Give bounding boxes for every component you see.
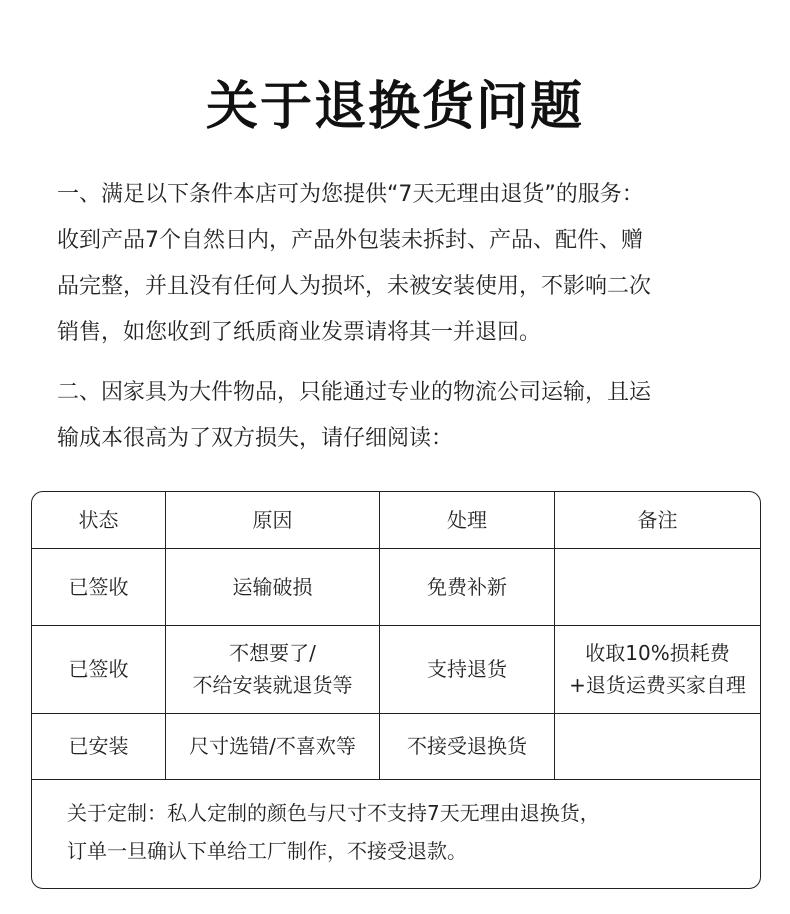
cell-handling: 免费补新 bbox=[380, 548, 555, 625]
cell-status: 已签收 bbox=[32, 625, 166, 713]
cell-note-line: 收取10%损耗费 bbox=[585, 641, 730, 665]
cell-reason-line: 运输破损 bbox=[232, 574, 313, 599]
paragraph-line: 品完整，并且没有任何人为损坏，未被安装使用，不影响二次 bbox=[57, 274, 652, 299]
paragraph-line: 二、因家具为大件物品，只能通过专业的物流公司运输，且运 bbox=[57, 380, 652, 405]
table-row bbox=[32, 548, 760, 625]
shipping-notice-paragraph bbox=[57, 370, 737, 462]
cell-note-line: +退货运费买家自理 bbox=[569, 673, 746, 697]
cell-reason-line: 不给安装就退货等 bbox=[192, 673, 353, 697]
paragraph-line: 收到产品7个自然日内，产品外包装未拆封、产品、配件、赠 bbox=[57, 228, 643, 253]
cell-note bbox=[555, 713, 761, 779]
header-note: 备注 bbox=[555, 492, 761, 548]
page-title: 关于退换货问题 bbox=[205, 77, 584, 137]
cell-handling: 不接受退换货 bbox=[380, 713, 555, 779]
footnote-line: 关于定制：私人定制的颜色与尺寸不支持7天无理由退换货， bbox=[67, 801, 600, 825]
cell-handling: 支持退货 bbox=[380, 625, 555, 713]
policy-table bbox=[32, 492, 760, 780]
cell-reason bbox=[166, 548, 380, 625]
table-row bbox=[32, 713, 760, 779]
cell-note bbox=[555, 548, 761, 625]
cell-reason bbox=[166, 625, 380, 713]
cell-reason bbox=[166, 713, 380, 779]
header-handling: 处理 bbox=[380, 492, 555, 548]
cell-reason-line: 不想要了/ bbox=[229, 641, 316, 665]
cell-reason-line: 尺寸选错/不喜欢等 bbox=[189, 734, 356, 758]
paragraph-line: 销售，如您收到了纸质商业发票请将其一并退回。 bbox=[57, 320, 542, 345]
header-status: 状态 bbox=[32, 492, 166, 548]
cell-status: 已签收 bbox=[32, 548, 166, 625]
table-row bbox=[32, 625, 760, 713]
cell-status: 已安装 bbox=[32, 713, 166, 779]
header-reason: 原因 bbox=[166, 492, 380, 548]
footnote-line: 订单一旦确认下单给工厂制作，不接受退款。 bbox=[67, 839, 467, 863]
table-header-row bbox=[32, 492, 760, 548]
paragraph-line: 一、满足以下条件本店可为您提供“7天无理由退货”的服务： bbox=[57, 182, 644, 207]
paragraph-line: 输成本很高为了双方损失，请仔细阅读： bbox=[57, 426, 454, 451]
custom-order-footnote bbox=[67, 794, 727, 870]
return-conditions-paragraph bbox=[57, 172, 737, 356]
return-policy-table bbox=[31, 491, 761, 889]
cell-note bbox=[555, 625, 761, 713]
